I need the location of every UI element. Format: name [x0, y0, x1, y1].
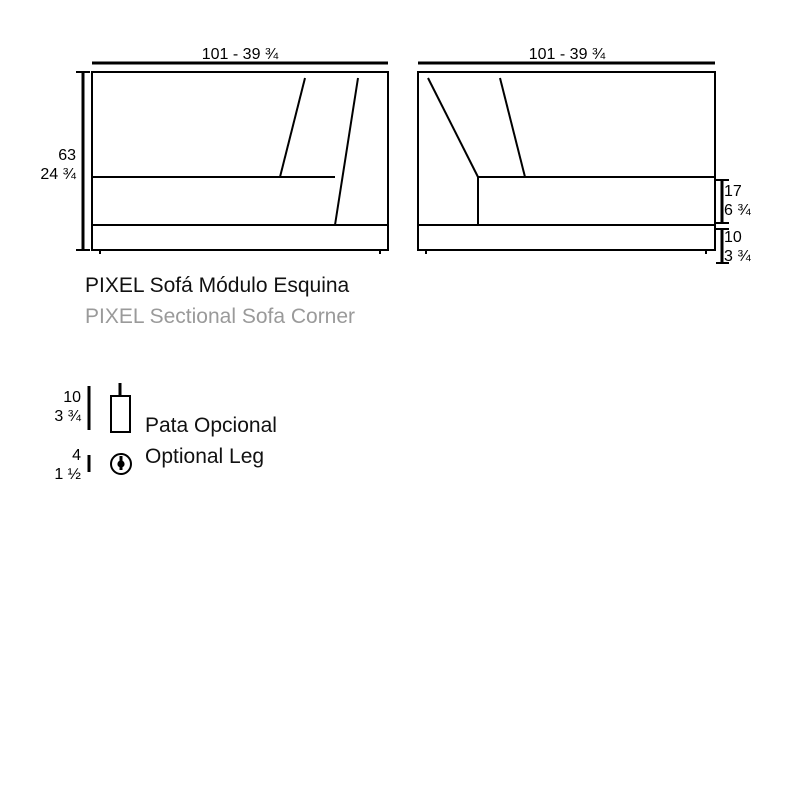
leg-label-en: Optional Leg [145, 445, 265, 468]
right-view-top-dimension: 101 - 39 ¾ [528, 46, 606, 63]
short-leg-center-dot [118, 461, 123, 466]
right-view-seat-height-cm: 17 [724, 183, 742, 200]
left-view-group [76, 63, 388, 254]
short-leg-circle [111, 454, 131, 474]
tall-leg-dimension-in: 3 ¾ [54, 408, 81, 425]
left-view-backrest-inner-edge [280, 78, 305, 177]
right-view-base-height-dimension [724, 228, 794, 266]
short-leg-dimension-in: 1 ½ [54, 466, 81, 483]
left-view-height-cm: 63 [58, 147, 76, 164]
left-view-top-dimension: 101 - 39 ¾ [201, 46, 279, 63]
leg-diagram-group [89, 383, 131, 474]
leg-label-es: Pata Opcional [145, 414, 277, 437]
left-view-height-in: 24 ¾ [40, 166, 76, 183]
product-title-es: PIXEL Sofá Módulo Esquina [85, 274, 350, 297]
right-view-base-height-cm: 10 [724, 229, 742, 246]
right-view-outline [418, 72, 715, 250]
left-view-outline [92, 72, 388, 250]
right-view-base-height-in: 3 ¾ [724, 248, 751, 265]
left-view-backrest-outer-edge [335, 78, 358, 225]
right-view-group [418, 63, 729, 263]
right-view-backrest-outer-edge [500, 78, 525, 177]
short-leg-dimension-cm: 4 [72, 447, 81, 464]
product-title-en: PIXEL Sectional Sofa Corner [85, 305, 356, 328]
right-view-seat-height-in: 6 ¾ [724, 202, 751, 219]
right-view-backrest-inner-edge [428, 78, 478, 177]
left-view-height-dimension [0, 146, 76, 184]
tall-leg-dimension [5, 388, 81, 426]
tall-leg-dimension-cm: 10 [63, 389, 81, 406]
right-view-seat-height-dimension [724, 182, 794, 220]
tall-leg-body [111, 396, 130, 432]
short-leg-dimension [5, 446, 81, 484]
